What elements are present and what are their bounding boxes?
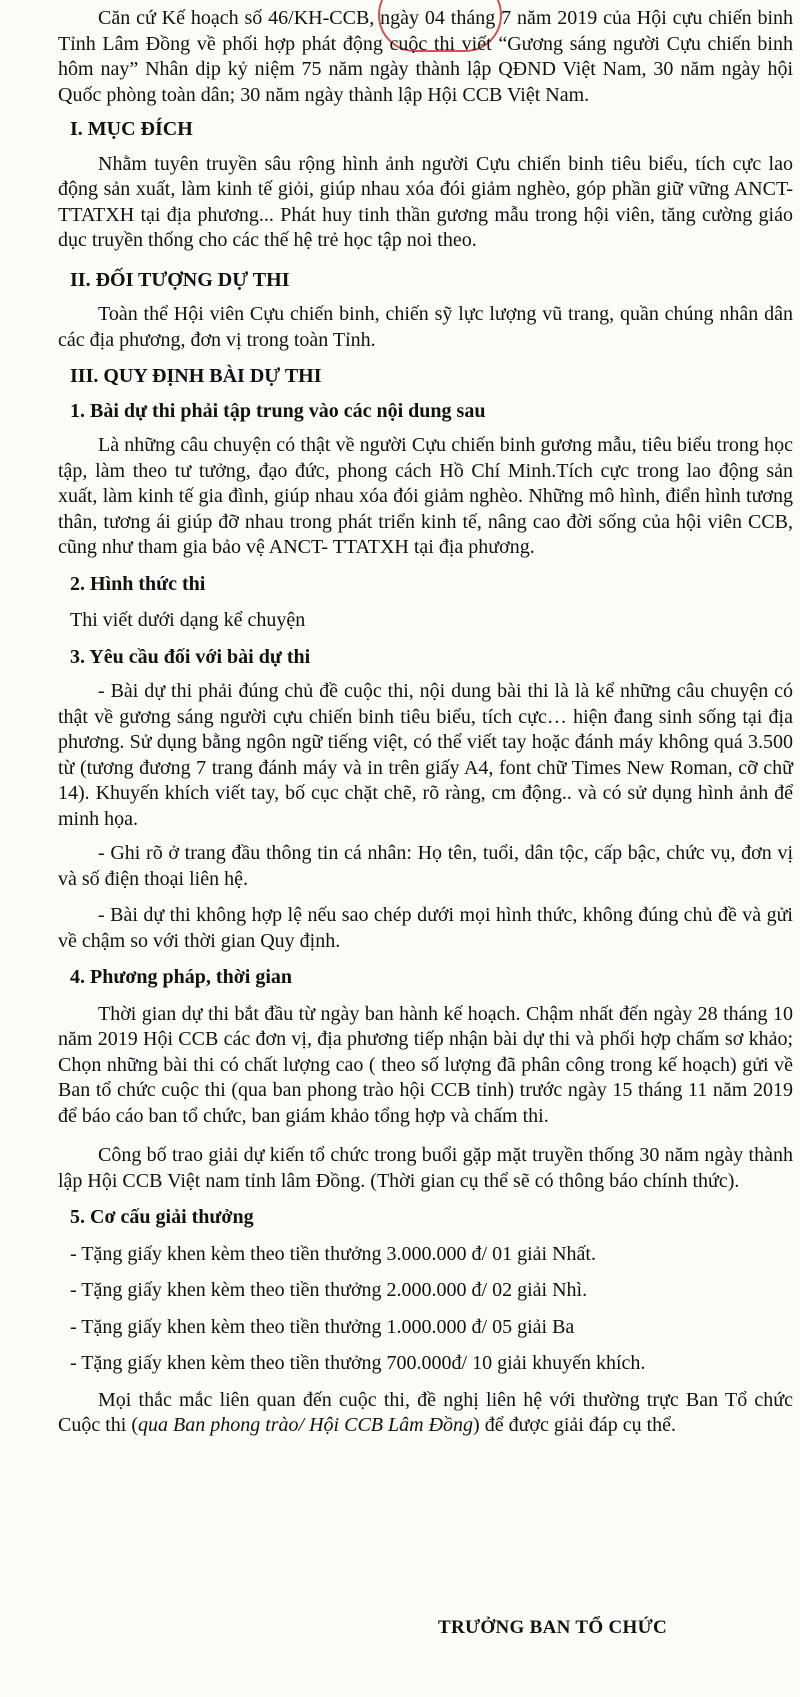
subsection-2-heading: 2. Hình thức thi xyxy=(70,572,206,595)
subsection-1-heading: 1. Bài dự thi phải tập trung vào các nội dung sau xyxy=(70,399,486,422)
section-2-heading: II. ĐỐI TƯỢNG DỰ THI xyxy=(70,268,290,291)
prize-item: - Tặng giấy khen kèm theo tiền thưởng 1.000.000 đ/ 05 giải Ba xyxy=(70,1315,575,1338)
timeline-paragraph-2: Công bố trao giải dự kiến tổ chức trong buổi gặp mặt truyền thống 30 năm ngày thành lập Hội CCB Việt nam tỉnh lâm Đồng. (Thời gian cụ thể sẽ có thông báo chính thức). xyxy=(58,1144,793,1192)
section-1-heading: I. MỤC ĐÍCH xyxy=(70,118,193,140)
prize-item: - Tặng giấy khen kèm theo tiền thưởng 2.000.000 đ/ 02 giải Nhì. xyxy=(70,1279,588,1301)
signature-title: TRƯỞNG BAN TỔ CHỨC xyxy=(438,1617,668,1638)
closing-paragraph xyxy=(58,1388,793,1439)
closing-text-start: Mọi thắc mắc liên quan đến cuộc thi, đề nghị liên hệ với thường trực Ban Tổ chức Cuộc thi ( xyxy=(58,1388,793,1436)
timeline-paragraph-1: Thời gian dự thi bắt đầu từ ngày ban hành kế hoạch. Chậm nhất đến ngày 28 tháng 10 năm 2019 Hội CCB các đơn vị, địa phương tiếp nhận bài dự thi và phối hợp chấm sơ khảo; Chọn những bài thi có chất lượng cao ( theo số lượng đã phân công trong kế hoạch) gửi về Ban tổ chức cuộc thi (qua ban phong trào hội CCB tỉnh) trước ngày 15 tháng 11 năm 2019 để báo cáo ban tổ chức, ban giám khảo tổng hợp và chấm thi. xyxy=(58,1002,793,1127)
subsection-5-heading: 5. Cơ cấu giải thưởng xyxy=(70,1206,254,1228)
prize-item: - Tặng giấy khen kèm theo tiền thưởng 3.000.000 đ/ 01 giải Nhất. xyxy=(70,1242,596,1265)
section-1-body: Nhằm tuyên truyền sâu rộng hình ảnh người Cựu chiến binh tiêu biểu, tích cực lao động sản xuất, làm kinh tế giỏi, giúp nhau xóa đói giảm nghèo, góp phần giữ vững ANCT-TTATXH tại địa phương... Phát huy tinh thần gương mẫu trong hội viên, tăng cường giáo dục truyền thống cho các thế hệ trẻ học tập noi theo. xyxy=(58,152,793,251)
subsection-2-body: Thi viết dưới dạng kể chuyện xyxy=(70,609,306,631)
closing-contact-italic: qua Ban phong trào/ Hội CCB Lâm Đồng xyxy=(138,1414,474,1436)
requirement-paragraph-1: - Bài dự thi phải đúng chủ đề cuộc thi, nội dung bài thi là là kể những câu chuyện có thật về gương sáng người cựu chiến binh tiêu biểu, tích cực… hiện đang sinh sống tại địa phương. Sử dụng bằng ngôn ngữ tiếng việt, có thể viết tay hoặc đánh máy không quá 3.500 từ (tương đương 7 trang đánh máy và in trên giấy A4, font chữ Times New Roman, cỡ chữ 14). Khuyến khích viết tay, bố cục chặt chẽ, rõ ràng, cm động.. và có sử dụng hình ảnh để minh họa. xyxy=(58,680,793,830)
closing-text-end: ) để được giải đáp cụ thể. xyxy=(473,1414,677,1436)
requirement-paragraph-2: - Ghi rõ ở trang đầu thông tin cá nhân: Họ tên, tuổi, dân tộc, cấp bậc, chức vụ, đơn vị và số điện thoại liên hệ. xyxy=(58,842,793,890)
section-3-heading: III. QUY ĐỊNH BÀI DỰ THI xyxy=(70,365,322,387)
section-2-body: Toàn thể Hội viên Cựu chiến binh, chiến sỹ lực lượng vũ trang, quần chúng nhân dân các địa phương, đơn vị trong toàn Tỉnh. xyxy=(58,303,793,351)
intro-paragraph: Căn cứ Kế hoạch số 46/KH-CCB, ngày 04 tháng 7 năm 2019 của Hội cựu chiến binh Tỉnh Lâm Đồng về phối hợp phát động cuộc thi viết “Gương sáng người Cựu chiến binh hôm nay” Nhân dịp kỷ niệm 75 năm ngày thành lập QĐND Việt Nam, 30 năm ngày hội Quốc phòng toàn dân; 30 năm ngày thành lập Hội CCB Việt Nam. xyxy=(58,7,793,106)
subsection-4-heading: 4. Phương pháp, thời gian xyxy=(70,966,293,988)
requirement-paragraph-3: - Bài dự thi không hợp lệ nếu sao chép dưới mọi hình thức, không đúng chủ đề và gửi về chậm so với thời gian Quy định. xyxy=(58,904,793,952)
document-body xyxy=(58,6,793,1439)
prize-item: - Tặng giấy khen kèm theo tiền thưởng 700.000đ/ 10 giải khuyến khích. xyxy=(70,1352,646,1374)
subsection-1-body: Là những câu chuyện có thật về người Cựu chiến binh gương mẫu, tiêu biểu trong học tập, làm theo tư tưởng, đạo đức, phong cách Hồ Chí Minh.Tích cực trong lao động sản xuất, làm kinh tế gia đình, giúp nhau xóa đói giảm nghèo. Những mô hình, điển hình tương thân, tương ái giúp đỡ nhau trong phát triển kinh tế, nâng cao đời sống của hội viên CCB, cũng như tham gia bảo vệ ANCT- TTATXH tại địa phương. xyxy=(58,434,793,558)
subsection-3-heading: 3. Yêu cầu đối với bài dự thi xyxy=(70,645,311,668)
